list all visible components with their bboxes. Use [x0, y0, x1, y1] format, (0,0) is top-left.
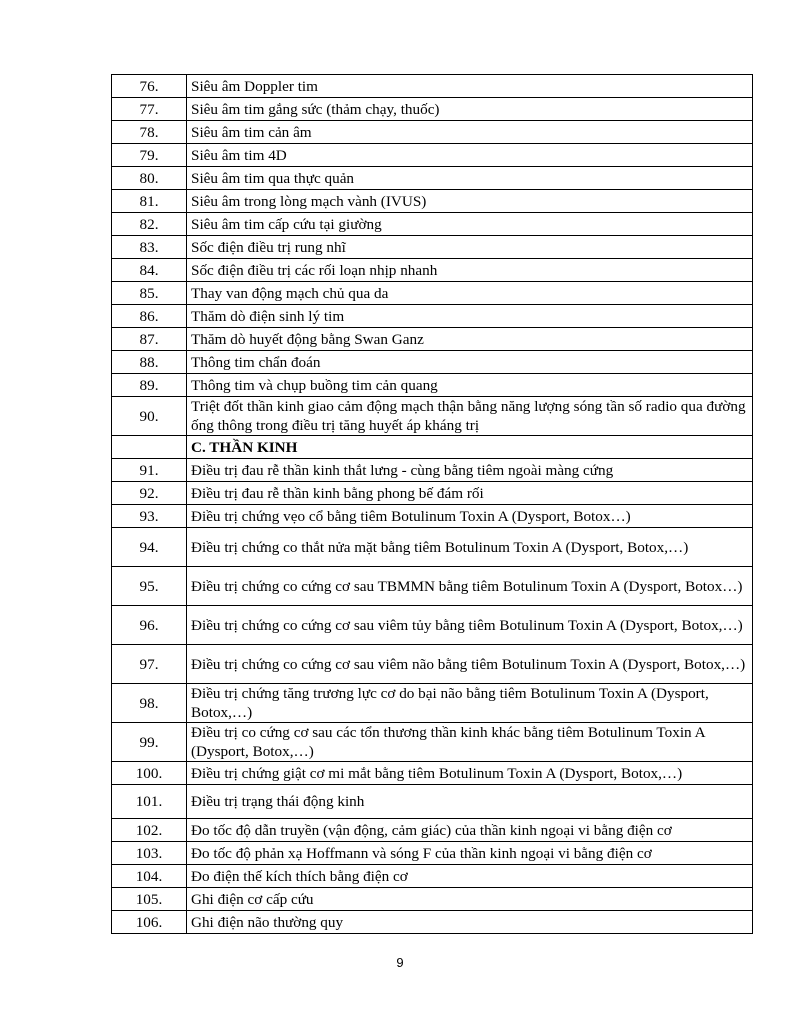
procedure-name: Điều trị chứng co cứng cơ sau viêm não bằng tiêm Botulinum Toxin A (Dysport, Botox,…) — [187, 645, 753, 684]
procedure-name: Điều trị chứng tăng trương lực cơ do bại não bằng tiêm Botulinum Toxin A (Dysport, Botox,…) — [187, 684, 753, 723]
table-row — [112, 98, 753, 121]
row-number: 98. — [112, 684, 187, 723]
table-row — [112, 762, 753, 785]
row-number: 97. — [112, 645, 187, 684]
row-number: 90. — [112, 397, 187, 436]
table-row — [112, 684, 753, 723]
table-row — [112, 819, 753, 842]
procedure-name: Thông tim chẩn đoán — [187, 351, 753, 374]
table-row — [112, 167, 753, 190]
row-number: 94. — [112, 528, 187, 567]
procedure-name: Siêu âm tim 4D — [187, 144, 753, 167]
procedure-name: Điều trị chứng giật cơ mi mắt bằng tiêm Botulinum Toxin A (Dysport, Botox,…) — [187, 762, 753, 785]
row-number: 93. — [112, 505, 187, 528]
table-row — [112, 259, 753, 282]
procedure-name: Đo tốc độ dẫn truyền (vận động, cảm giác) của thần kinh ngoại vi bằng điện cơ — [187, 819, 753, 842]
table-row — [112, 888, 753, 911]
procedure-name: Điều trị đau rễ thần kinh bằng phong bế đám rối — [187, 482, 753, 505]
table-row — [112, 121, 753, 144]
row-number: 77. — [112, 98, 187, 121]
page-number: 9 — [396, 955, 404, 970]
row-number: 92. — [112, 482, 187, 505]
table-row — [112, 351, 753, 374]
table-row — [112, 842, 753, 865]
table-row — [112, 567, 753, 606]
row-number: 105. — [112, 888, 187, 911]
row-number: 102. — [112, 819, 187, 842]
procedure-name: Siêu âm tim gắng sức (thảm chạy, thuốc) — [187, 98, 753, 121]
table-row — [112, 645, 753, 684]
table-row — [112, 606, 753, 645]
row-number: 99. — [112, 723, 187, 762]
row-number: 100. — [112, 762, 187, 785]
procedure-name: Điều trị đau rễ thần kinh thắt lưng - cùng bằng tiêm ngoài màng cứng — [187, 459, 753, 482]
procedure-name: Thăm dò huyết động bằng Swan Ganz — [187, 328, 753, 351]
table-row — [112, 282, 753, 305]
procedure-name: Điều trị chứng co thắt nửa mặt bằng tiêm Botulinum Toxin A (Dysport, Botox,…) — [187, 528, 753, 567]
procedure-name: Siêu âm trong lòng mạch vành (IVUS) — [187, 190, 753, 213]
table-row — [112, 723, 753, 762]
row-number — [112, 436, 187, 459]
table-row — [112, 911, 753, 934]
procedure-name: Điều trị trạng thái động kinh — [187, 785, 753, 819]
section-header-row — [112, 436, 753, 459]
table-row — [112, 144, 753, 167]
row-number: 84. — [112, 259, 187, 282]
row-number: 95. — [112, 567, 187, 606]
row-number: 86. — [112, 305, 187, 328]
row-number: 82. — [112, 213, 187, 236]
table-row — [112, 190, 753, 213]
procedure-name: Điều trị chứng co cứng cơ sau TBMMN bằng tiêm Botulinum Toxin A (Dysport, Botox…) — [187, 567, 753, 606]
procedure-table-body — [112, 75, 753, 934]
procedure-name: Đo điện thế kích thích bằng điện cơ — [187, 865, 753, 888]
table-row — [112, 482, 753, 505]
procedure-name: Siêu âm tim cấp cứu tại giường — [187, 213, 753, 236]
table-row — [112, 328, 753, 351]
procedure-name: Điều trị co cứng cơ sau các tổn thương thần kinh khác bằng tiêm Botulinum Toxin A (Dysport, Botox,…) — [187, 723, 753, 762]
row-number: 78. — [112, 121, 187, 144]
row-number: 85. — [112, 282, 187, 305]
table-row — [112, 213, 753, 236]
table-row — [112, 505, 753, 528]
section-title: C. THẦN KINH — [187, 436, 753, 459]
row-number: 76. — [112, 75, 187, 98]
procedure-name: Thay van động mạch chủ qua da — [187, 282, 753, 305]
row-number: 101. — [112, 785, 187, 819]
row-number: 79. — [112, 144, 187, 167]
table-row — [112, 305, 753, 328]
procedure-name: Thăm dò điện sinh lý tim — [187, 305, 753, 328]
row-number: 104. — [112, 865, 187, 888]
table-row — [112, 865, 753, 888]
procedure-table — [111, 74, 753, 934]
row-number: 88. — [112, 351, 187, 374]
procedure-name: Triệt đốt thần kinh giao cảm động mạch thận bằng năng lượng sóng tần số radio qua đường ống thông trong điều trị tăng huyết áp kháng trị — [187, 397, 753, 436]
procedure-name: Điều trị chứng vẹo cổ bằng tiêm Botulinum Toxin A (Dysport, Botox…) — [187, 505, 753, 528]
table-row — [112, 75, 753, 98]
procedure-name: Điều trị chứng co cứng cơ sau viêm tủy bằng tiêm Botulinum Toxin A (Dysport, Botox,…) — [187, 606, 753, 645]
procedure-name: Ghi điện não thường quy — [187, 911, 753, 934]
row-number: 103. — [112, 842, 187, 865]
procedure-name: Siêu âm tim cản âm — [187, 121, 753, 144]
procedure-name: Siêu âm Doppler tim — [187, 75, 753, 98]
procedure-name: Siêu âm tim qua thực quản — [187, 167, 753, 190]
row-number: 83. — [112, 236, 187, 259]
table-row — [112, 374, 753, 397]
table-row — [112, 785, 753, 819]
procedure-name: Sốc điện điều trị rung nhĩ — [187, 236, 753, 259]
procedure-name: Sốc điện điều trị các rối loạn nhịp nhanh — [187, 259, 753, 282]
row-number: 91. — [112, 459, 187, 482]
table-row — [112, 528, 753, 567]
row-number: 96. — [112, 606, 187, 645]
row-number: 89. — [112, 374, 187, 397]
table-row — [112, 397, 753, 436]
procedure-name: Thông tim và chụp buồng tim cản quang — [187, 374, 753, 397]
procedure-name: Ghi điện cơ cấp cứu — [187, 888, 753, 911]
table-row — [112, 236, 753, 259]
procedure-name: Đo tốc độ phản xạ Hoffmann và sóng F của thần kinh ngoại vi bằng điện cơ — [187, 842, 753, 865]
row-number: 81. — [112, 190, 187, 213]
table-row — [112, 459, 753, 482]
row-number: 80. — [112, 167, 187, 190]
row-number: 106. — [112, 911, 187, 934]
row-number: 87. — [112, 328, 187, 351]
